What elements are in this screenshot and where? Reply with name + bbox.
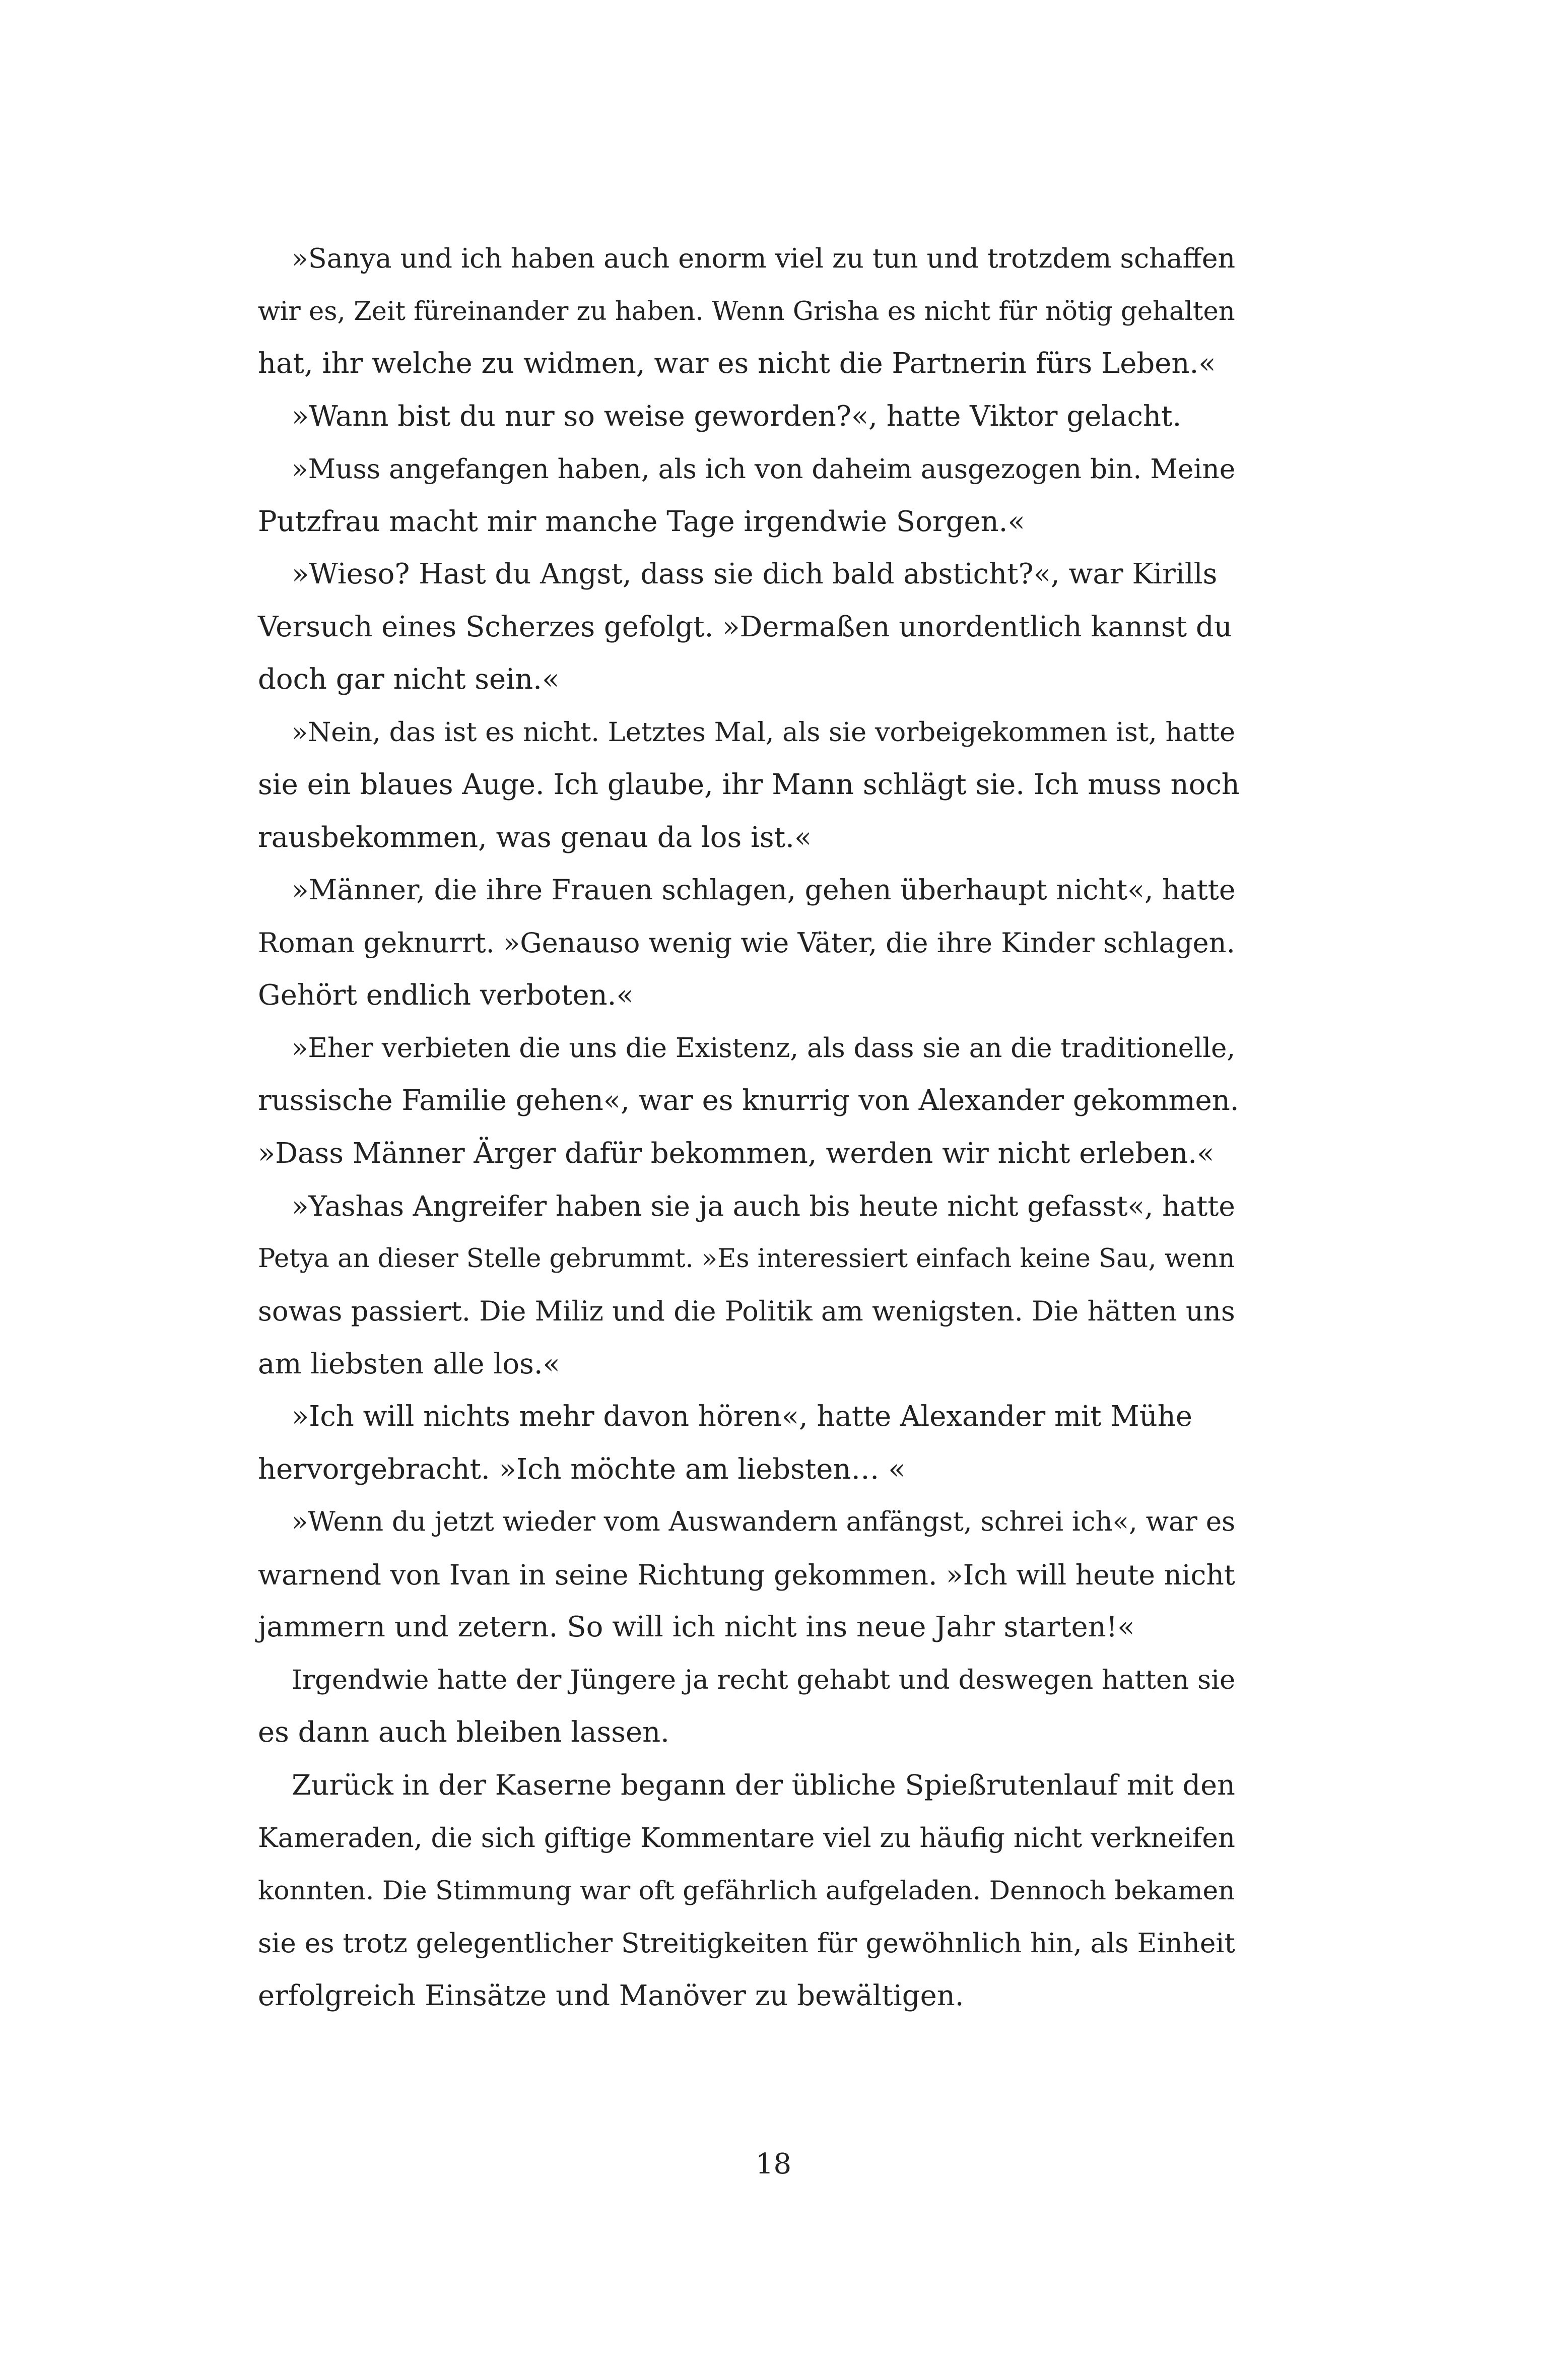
text-line: »Eher verbieten die uns die Existenz, als dass sie an die traditionelle, xyxy=(292,1032,1236,1064)
text-line: »Dass Männer Ärger dafür bekommen, werden wir nicht erleben.« xyxy=(258,1137,1215,1170)
text-line: Roman geknurrt. »Genauso wenig wie Väter, die ihre Kinder schlagen. xyxy=(258,927,1235,959)
text-line: »Yashas Angreifer haben sie ja auch bis heute nicht gefasst«, hatte xyxy=(292,1190,1235,1222)
text-line: konnten. Die Stimmung war oft gefährlich aufgeladen. Dennoch bekamen xyxy=(258,1875,1235,1906)
text-line: russische Familie gehen«, war es knurrig von Alexander gekommen. xyxy=(258,1084,1239,1117)
text-line: Putzfrau macht mir manche Tage irgendwie Sorgen.« xyxy=(258,505,1025,538)
text-line: jammern und zetern. So will ich nicht ins neue Jahr starten!« xyxy=(258,1611,1135,1643)
page-number: 18 xyxy=(755,2148,792,2180)
text-line: »Wieso? Hast du Angst, dass sie dich bald absticht?«, war Kirills xyxy=(292,558,1218,590)
text-line: »Nein, das ist es nicht. Letztes Mal, als sie vorbeigekommen ist, hatte xyxy=(292,716,1236,748)
text-line: hat, ihr welche zu widmen, war es nicht die Partnerin fürs Leben.« xyxy=(258,347,1216,380)
text-line: »Ich will nichts mehr davon hören«, hatte Alexander mit Mühe xyxy=(292,1400,1192,1433)
text-line: am liebsten alle los.« xyxy=(258,1347,560,1380)
text-line: »Wann bist du nur so weise geworden?«, hatte Viktor gelacht. xyxy=(292,400,1182,433)
body-text xyxy=(258,232,1240,2022)
text-line: sowas passiert. Die Miliz und die Politik am wenigsten. Die hätten uns xyxy=(258,1295,1235,1327)
text-line: hervorgebracht. »Ich möchte am liebsten… « xyxy=(258,1452,906,1486)
text-line: Kameraden, die sich giftige Kommentare viel zu häufig nicht verkneifen xyxy=(258,1822,1235,1854)
text-line: Versuch eines Scherzes gefolgt. »Dermaßen unordentlich kannst du xyxy=(258,610,1232,643)
text-line: erfolgreich Einsätze und Manöver zu bewältigen. xyxy=(258,1979,964,2012)
text-line: doch gar nicht sein.« xyxy=(258,663,560,696)
text-line: es dann auch bleiben lassen. xyxy=(258,1716,669,1749)
text-line: »Sanya und ich haben auch enorm viel zu tun und trotzdem schaffen xyxy=(292,242,1236,274)
text-line: »Muss angefangen haben, als ich von daheim ausgezogen bin. Meine xyxy=(292,453,1236,485)
text-line: sie es trotz gelegentlicher Streitigkeiten für gewöhnlich hin, als Einheit xyxy=(258,1928,1235,1959)
text-line: »Wenn du jetzt wieder vom Auswandern anfängst, schrei ich«, war es xyxy=(292,1506,1236,1537)
text-line: »Männer, die ihre Frauen schlagen, gehen überhaupt nicht«, hatte xyxy=(292,874,1236,906)
text-line: sie ein blaues Auge. Ich glaube, ihr Mann schlägt sie. Ich muss noch xyxy=(258,768,1240,801)
text-line: wir es, Zeit füreinander zu haben. Wenn Grisha es nicht für nötig gehalten xyxy=(258,296,1235,326)
text-line: Gehört endlich verboten.« xyxy=(258,979,634,1012)
text-line: Petya an dieser Stelle gebrummt. »Es interessiert einfach keine Sau, wenn xyxy=(258,1243,1235,1274)
text-line: Zurück in der Kaserne begann der übliche Spießrutenlauf mit den xyxy=(292,1768,1235,1802)
text-line: Irgendwie hatte der Jüngere ja recht gehabt und deswegen hatten sie xyxy=(292,1664,1236,1695)
text-line: rausbekommen, was genau da los ist.« xyxy=(258,821,812,854)
text-line: warnend von Ivan in seine Richtung gekommen. »Ich will heute nicht xyxy=(258,1558,1235,1591)
